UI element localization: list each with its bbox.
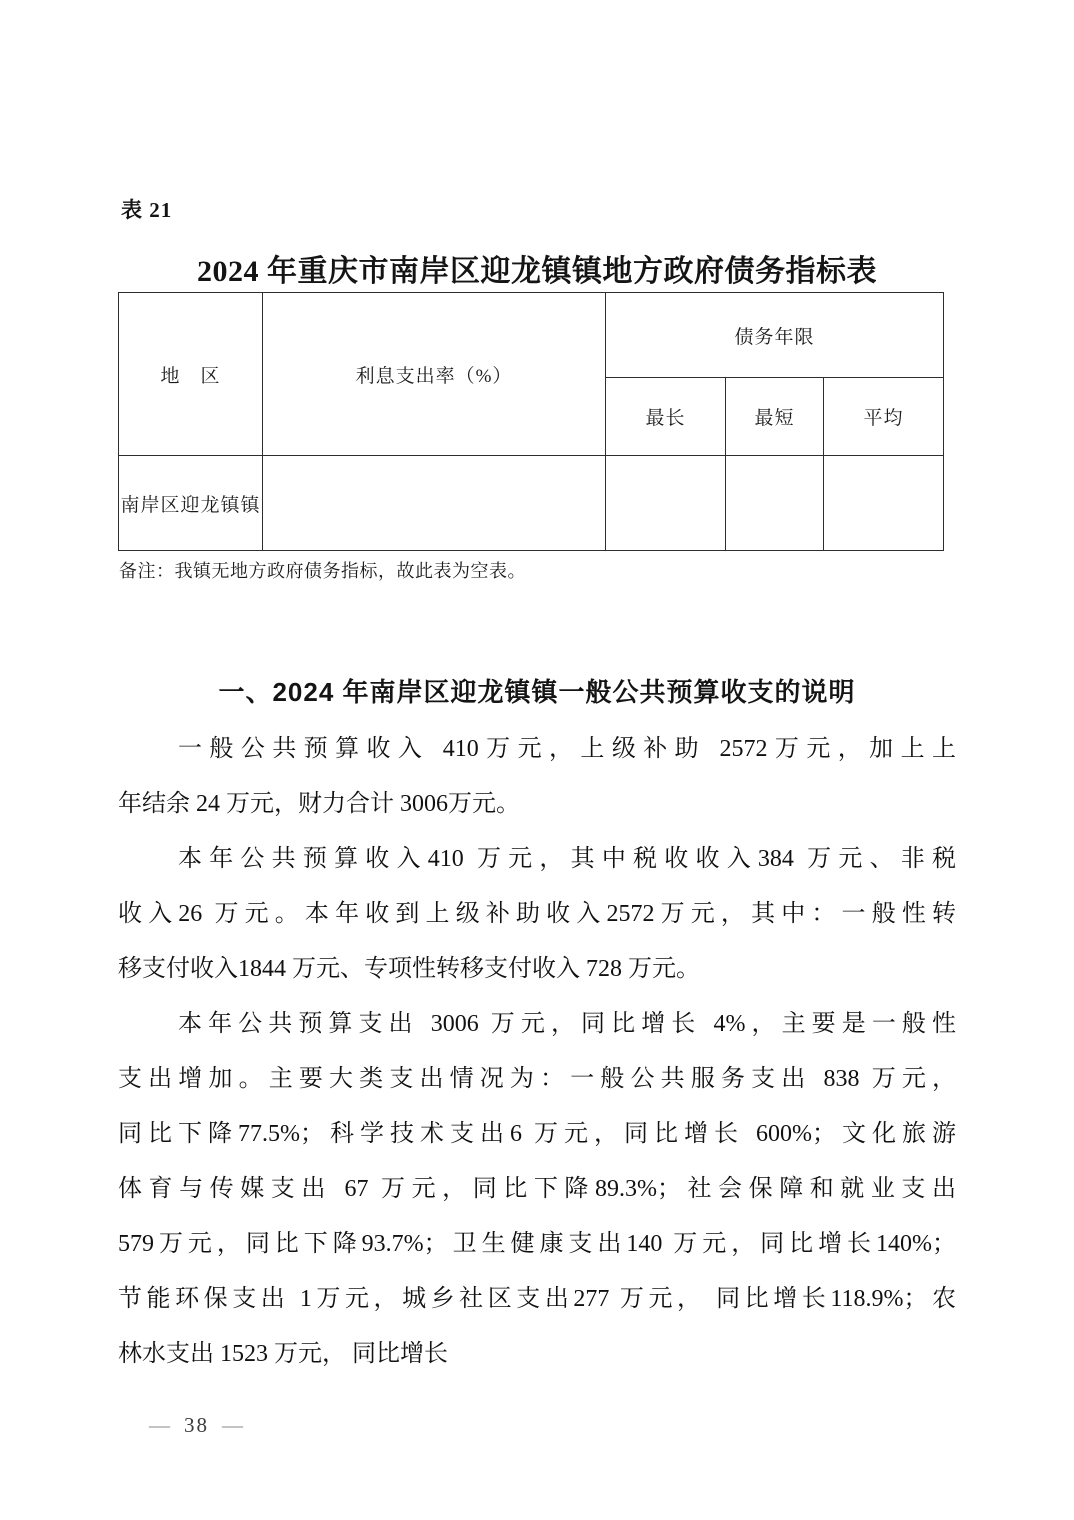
body-line: 本年公共预算支出 3006 万元，同比增长 4%，主要是一般性 [178, 1011, 956, 1037]
header-interest-rate: 利息支出率（%） [263, 293, 606, 456]
page-footer [149, 1413, 244, 1438]
table-row [119, 456, 944, 551]
table-header-row-1 [119, 293, 944, 378]
cell-region: 南岸区迎龙镇镇 [119, 456, 263, 551]
section-heading: 一、2024 年南岸区迎龙镇镇一般公共预算收支的说明 [218, 677, 856, 707]
footer-dash-right: — [222, 1413, 244, 1437]
cell-average [824, 456, 944, 551]
body-line: 支出增加。主要大类支出情况为：一般公共服务支出 838 万元， [118, 1066, 956, 1092]
body-line: 收入26 万元。本年收到上级补助收入2572万元，其中：一般性转 [118, 901, 956, 927]
footer-page-number: 38 [184, 1413, 209, 1437]
header-longest: 最长 [606, 378, 726, 456]
header-shortest: 最短 [726, 378, 824, 456]
body-line: 本年公共预算收入410 万元，其中税收收入384 万元、非税 [178, 846, 956, 872]
body-line: 移支付收入1844 万元、专项性转移支付收入 728 万元。 [118, 956, 700, 982]
table-note: 备注：我镇无地方政府债务指标，故此表为空表。 [119, 561, 526, 581]
header-debt-term: 债务年限 [606, 293, 944, 378]
body-line: 林水支出 1523 万元， 同比增长 [118, 1341, 448, 1367]
debt-indicators-table [118, 292, 944, 551]
cell-shortest [726, 456, 824, 551]
header-average: 平均 [824, 378, 944, 456]
document-title: 2024 年重庆市南岸区迎龙镇镇地方政府债务指标表 [197, 255, 877, 288]
body-line: 年结余 24 万元，财力合计 3006万元。 [118, 791, 520, 817]
header-region: 地 区 [119, 293, 263, 456]
body-line: 579万元，同比下降93.7%；卫生健康支出140 万元，同比增长140%； [118, 1231, 956, 1257]
table-number-label: 表 21 [121, 198, 173, 222]
body-line: 同比下降77.5%；科学技术支出6 万元，同比增长 600%；文化旅游 [118, 1121, 956, 1147]
cell-longest [606, 456, 726, 551]
body-text [118, 722, 956, 1382]
body-line: 节能环保支出 1万元，城乡社区支出277 万元， 同比增长118.9%；农 [118, 1286, 956, 1312]
cell-interest-rate [263, 456, 606, 551]
body-line: 体育与传媒支出 67 万元，同比下降89.3%；社会保障和就业支出 [118, 1176, 956, 1202]
body-line: 一般公共预算收入 410万元，上级补助 2572万元，加上上 [178, 736, 956, 762]
footer-dash-left: — [149, 1413, 171, 1437]
